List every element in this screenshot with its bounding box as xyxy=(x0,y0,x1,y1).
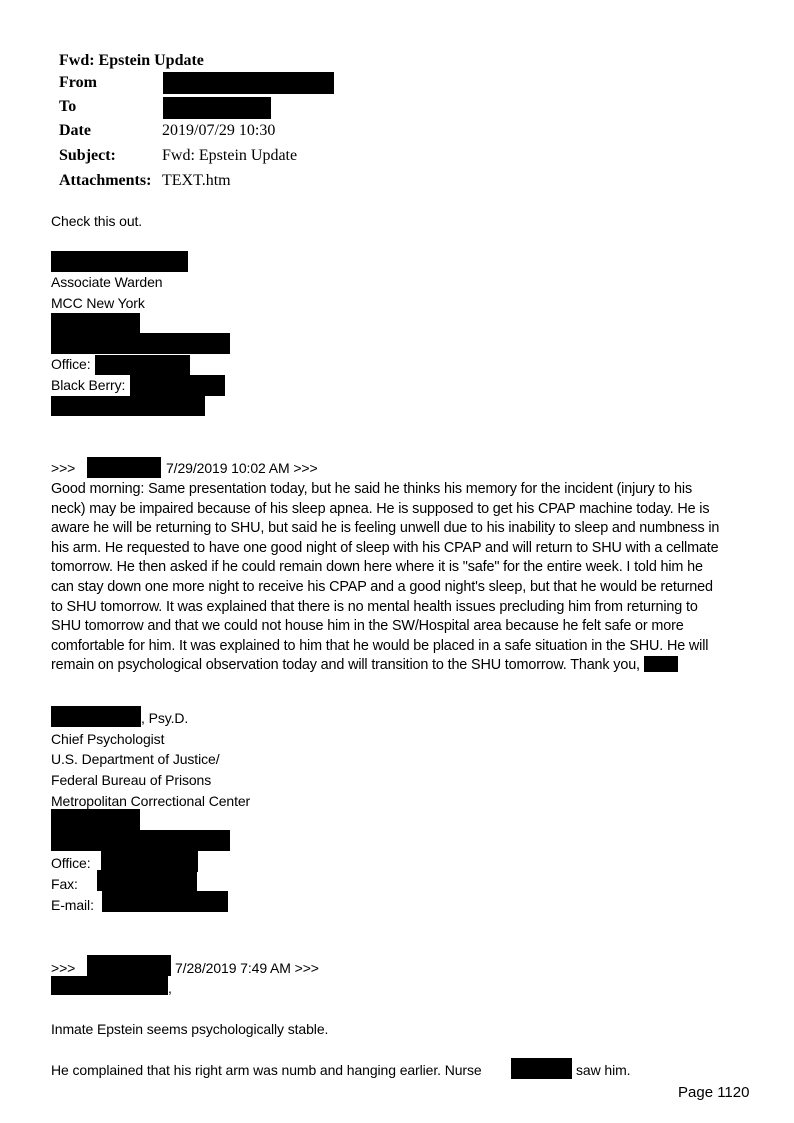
redaction-sig1-blackberry xyxy=(130,375,225,396)
sig1-title: Associate Warden xyxy=(51,274,163,290)
redaction-sig1-office xyxy=(95,355,190,375)
sig2-title: Chief Psychologist xyxy=(51,731,165,747)
page-number: Page 1120 xyxy=(678,1084,750,1101)
forward1-line-10: remain on psychological observation today and will transition to the SHU tomorrow. Thank you, xyxy=(51,656,751,676)
redaction-sig2-address1 xyxy=(51,809,140,830)
forward1-line-9: comfortable for him. It was explained to him that he would be placed in a safe situation in the SHU. He will xyxy=(51,637,709,654)
redaction-sig2-fax xyxy=(97,870,197,891)
redaction-nurse-name xyxy=(511,1058,572,1079)
redaction-to xyxy=(163,97,271,119)
forward1-line-6: can stay down one more night to receive his CPAP and a good night's sleep, but that he would be returned xyxy=(51,578,713,595)
forward1-line-7: to SHU tomorrow. It was explained that there is no mental health issues precluding him from returning to xyxy=(51,598,698,615)
attachments-label: Attachments: xyxy=(59,172,152,189)
redaction-sig1-extra xyxy=(51,396,205,416)
forward2-line-2: He complained that his right arm was numb and hanging earlier. Nurse xyxy=(51,1062,482,1078)
redaction-sig2-email xyxy=(102,891,228,912)
date-value: 2019/07/29 10:30 xyxy=(162,122,276,139)
subject-value: Fwd: Epstein Update xyxy=(162,147,298,164)
forward1-line-2: neck) may be impaired because of his sleep apnea. He is supposed to get his CPAP machine today. He is xyxy=(51,500,710,517)
forward1-line-5: tomorrow. He then asked if he could remain down here where it is "safe" for the entire week. I told him he xyxy=(51,559,703,576)
forward2-prefix: >>> xyxy=(51,960,76,976)
attachments-value: TEXT.htm xyxy=(162,172,231,189)
forward1-line-4: his arm. He requested to have one good night of sleep with his CPAP and will return to SHU with a cellmate xyxy=(51,539,719,556)
forward1-line-1: Good morning: Same presentation today, but he said he thinks his memory for the incident (injury to his xyxy=(51,481,692,497)
subject-label: Subject: xyxy=(59,147,116,164)
forward1-timestamp: 7/29/2019 10:02 AM >>> xyxy=(166,460,318,476)
forward1-line-8: SHU tomorrow and that we could not house him in the SW/Hospital area because he felt safe or more xyxy=(51,618,684,635)
to-label: To xyxy=(59,98,77,115)
redaction-sig1-address1 xyxy=(51,313,140,333)
redaction-sig1-name xyxy=(51,251,188,272)
forward2-comma: , xyxy=(168,980,172,996)
redaction-sig2-office xyxy=(101,851,198,872)
sig2-email-label: E-mail: xyxy=(51,897,94,913)
forward1-prefix: >>> xyxy=(51,460,76,476)
redaction-from xyxy=(163,72,334,94)
redaction-forward2-sender xyxy=(87,955,171,976)
sig2-org3: Metropolitan Correctional Center xyxy=(51,793,251,809)
sig2-org2: Federal Bureau of Prisons xyxy=(51,772,212,788)
sig2-fax-label: Fax: xyxy=(51,876,78,892)
redaction-sig2-name xyxy=(51,706,141,727)
redaction-sig2-address2 xyxy=(51,830,230,851)
sig1-office-label: Office: xyxy=(51,356,91,372)
date-label: Date xyxy=(59,122,91,139)
sig1-blackberry-label: Black Berry: xyxy=(51,377,126,393)
sig2-org1: U.S. Department of Justice/ xyxy=(51,751,220,767)
sig1-org: MCC New York xyxy=(51,295,145,311)
from-label: From xyxy=(59,74,97,91)
redaction-forward1-sender xyxy=(87,457,161,478)
redaction-forward2-recipient xyxy=(51,976,168,995)
email-title: Fwd: Epstein Update xyxy=(59,52,204,69)
redaction-sig1-address2 xyxy=(51,333,230,354)
forward2-line-1: Inmate Epstein seems psychologically stable. xyxy=(51,1021,329,1037)
forward2-timestamp: 7/28/2019 7:49 AM >>> xyxy=(175,960,319,976)
sig2-office-label: Office: xyxy=(51,855,91,871)
sig2-credential: , Psy.D. xyxy=(141,710,189,726)
forward1-body xyxy=(51,480,751,676)
redaction-forward1-signoff xyxy=(644,656,678,672)
forward2-line-2-end: saw him. xyxy=(576,1062,631,1078)
forward1-line-3: aware he will be returning to SHU, but said he is feeling unwell due to his inability to sleep and numbness in xyxy=(51,520,720,537)
intro-text: Check this out. xyxy=(51,213,143,229)
